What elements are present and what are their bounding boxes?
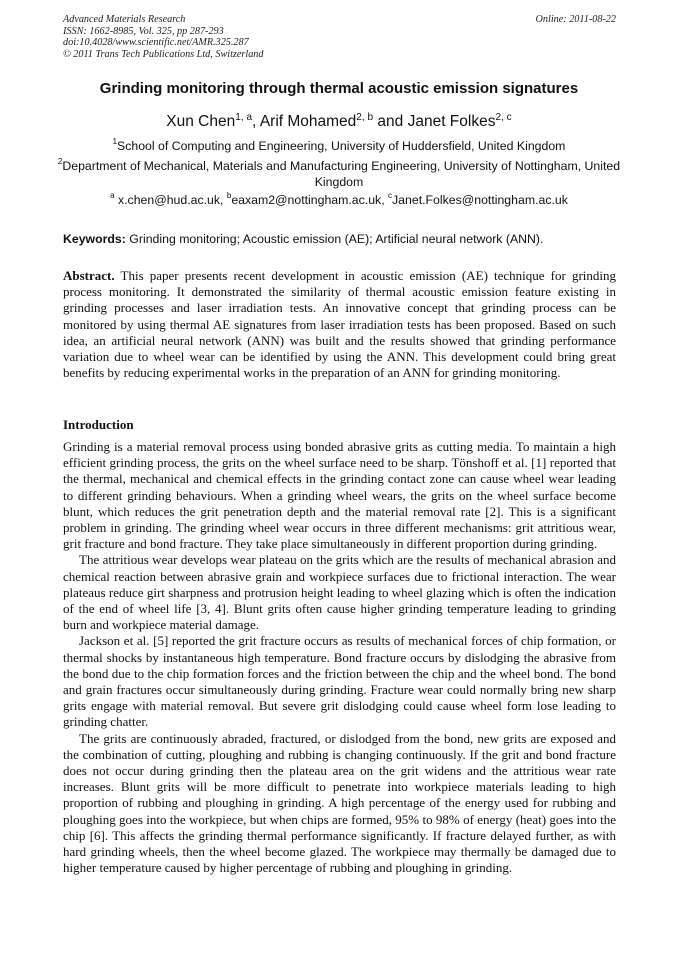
email-link[interactable]: eaxam2@nottingham.ac.uk, — [231, 193, 389, 207]
journal-doi: doi:10.4028/www.scientific.net/AMR.325.287 — [63, 37, 249, 49]
email-superscript: b — [226, 191, 232, 200]
abstract-label: Abstract. — [63, 268, 115, 283]
email-link[interactable]: Janet.Folkes@nottingham.ac.uk — [392, 193, 568, 207]
email-list — [40, 193, 638, 207]
affiliation-superscript: 1 — [112, 137, 118, 146]
author-superscript: 1, a — [235, 112, 253, 123]
paper-title: Grinding monitoring through thermal acoustic emission signatures — [99, 80, 579, 97]
paragraph: The grits are continuously abraded, fractured, or dislodged from the bond, new grits are exposed and the combination of cutting, ploughing and rubbing is changing continuously. If the grit and bond fracture does not occur during grinding then the plateau area on the grit widens and the attritious wear rate increases. Blunt grits will be more difficult to penetrate into workpiece materials leading to high proportion of rubbing and ploughing in grinding. A high percentage of the energy used for rubbing and ploughing goes into the workpiece, but when chips are formed, 95% to 98% of energy (heat) goes into the chip [6]. This affects the grinding thermal performance significantly. If fracture delayed further, as with hard grinding wheels, then the wheel become glazed. The workpiece may thermally be damaged due to higher temperature caused by higher percentage of rubbing and ploughing in grinding. — [63, 730, 616, 876]
abstract — [63, 268, 616, 381]
email-link[interactable]: x.chen@hud.ac.uk, — [117, 193, 227, 207]
author-name: Janet Folkes — [407, 113, 496, 130]
author-list — [40, 113, 638, 131]
paragraph: The attritious wear develops wear plateau on the grits which are the results of mechanical abrasion and chemical reaction between abrasive grain and workpiece surfaces due to frictional interaction. The wear plateaus reduce girt sharpness and protrusion height leading to wheel glazing which is often the indication of the end of wheel life [3, 4]. Blunt grits often cause higher grinding temperature leading to grinding burn and workpiece material damage. — [63, 552, 616, 633]
author-separator: and — [373, 113, 408, 130]
keywords-text: Grinding monitoring; Acoustic emission (AE); Artificial neural network (ANN). — [129, 232, 544, 246]
online-date: Online: 2011-08-22 — [535, 14, 616, 25]
email-superscript: c — [388, 191, 393, 200]
keywords — [63, 232, 616, 246]
journal-name: Advanced Materials Research — [63, 14, 186, 25]
affiliation-superscript: 2 — [57, 157, 63, 166]
journal-issn: ISSN: 1662-8985, Vol. 325, pp 287-293 — [63, 25, 224, 37]
keywords-label: Keywords: — [63, 232, 126, 246]
affiliation-text: Department of Mechanical, Materials and Manufacturing Engineering, University of Nottingham, United Kingdom — [62, 159, 621, 189]
author-name: Xun Chen — [166, 113, 236, 130]
author-superscript: 2, b — [356, 112, 374, 123]
author-separator: , — [252, 113, 260, 130]
affiliation-text: School of Computing and Engineering, University of Huddersfield, United Kingdom — [117, 139, 566, 153]
affiliation-2 — [40, 158, 638, 190]
paragraph: Jackson et al. [5] reported the grit fracture occurs as results of mechanical forces of chip formation, or thermal shocks by instantaneous high temperature. Bond fracture occurs by dislodging the abrasive from the bond due to the chip formation forces and the friction between the chip and the wheel bond. The bond and grain fractures occur simultaneously during grinding. Fracture wear could normally bring new sharp grits engage with material removal. But severe grit dislodging could cause wheel form lose leading to grinding chatter. — [63, 633, 616, 730]
author-superscript: 2, c — [495, 112, 512, 123]
paragraph: Grinding is a material removal process using bonded abrasive grits as cutting media. To maintain a high efficient grinding process, the grits on the wheel surface need to be sharp. Tönshoff et al. [1] reported that the thermal, mechanical and chemical effects in the grinding contact zone can cause wheel wear leading to different grinding behaviours. When a grinding wheel wears, the grits on the wheel surface become blunt, which reduces the grit penetration depth and the material removal rate [2]. This is a significant problem in grinding. The grinding wheel wear occurs in three different mechanisms: grit attritious wear, grit fracture and bond fracture. They take place simultaneously in different proportion during grinding. — [63, 439, 616, 552]
affiliation-1 — [40, 138, 638, 154]
journal-header — [63, 14, 616, 60]
section-heading-introduction: Introduction — [63, 417, 134, 432]
abstract-text: This paper presents recent development in acoustic emission (AE) technique for grinding process monitoring. It demonstrated the similarity of thermal acoustic emission feature existing in grinding processes and laser irradiation tests. An innovative concept that grinding process can be monitored by using thermal AE signatures from laser irradiation tests has been proposed. Based on such idea, an artificial neural network (ANN) was built and the results showed that grinding performance variation due to wheel wear can be identified by using the ANN. This development could bring great benefits by reducing experimental works in the preparation of an ANN for grinding monitoring. — [63, 268, 616, 381]
author-name: Arif Mohamed — [259, 113, 357, 130]
introduction-body — [63, 439, 616, 876]
journal-copyright: © 2011 Trans Tech Publications Ltd, Switzerland — [63, 48, 264, 60]
email-superscript: a — [110, 191, 115, 200]
